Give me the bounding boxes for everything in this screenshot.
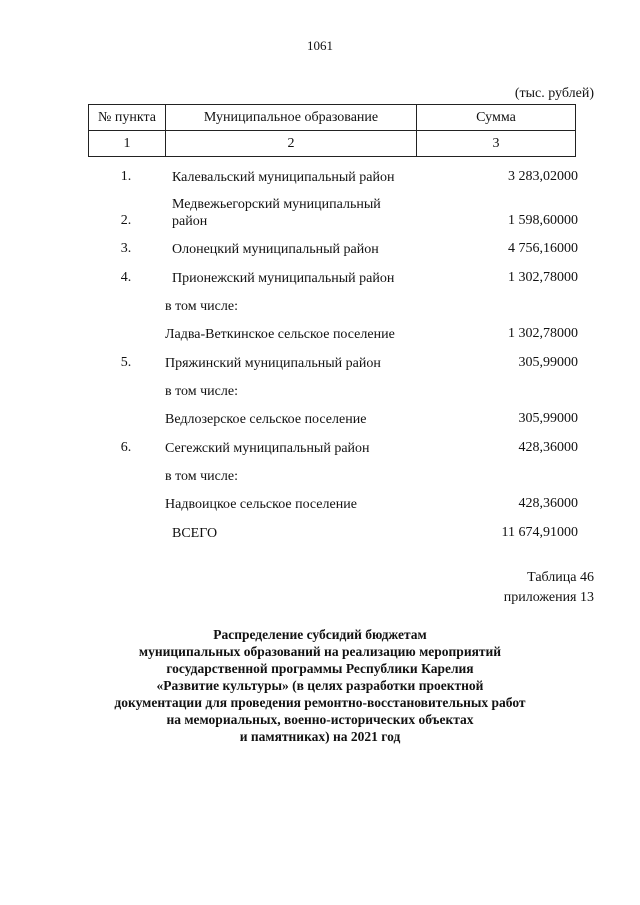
row-municipality: Олонецкий муниципальный район [172,242,379,257]
units-label: (тыс. рублей) [514,86,594,101]
title-line: муниципальных образований на реализацию мероприятий [138,644,502,659]
document-title [0,626,640,745]
row-sum: 1 302,78000 [508,326,578,341]
row-municipality: Прионежский муниципальный район [172,271,395,286]
total-sum: 11 674,91000 [501,525,578,540]
row-settlement: Ведлозерское сельское поселение [165,412,367,427]
table-header [88,104,576,157]
title-line: государственной программы Республики Карелия [166,661,474,676]
title-line: и памятниках) на 2021 год [239,729,401,744]
row-municipality-line2: район [172,214,208,229]
row-number: 5. [120,355,132,370]
row-sum: 3 283,02000 [508,169,578,184]
row-sum: 4 756,16000 [508,241,578,256]
header-col-number: № пункта [89,105,166,131]
table-label-line1: Таблица 46 [527,570,594,585]
row-number: 6. [120,440,132,455]
row-municipality-line1: Медвежьегорский муниципальный [172,197,381,212]
header-index-2: 2 [166,131,417,157]
row-sum: 1 598,60000 [508,213,578,228]
total-label: ВСЕГО [172,526,218,541]
title-line: «Развитие культуры» (в целях разработки проектной [156,678,484,693]
header-index-3: 3 [417,131,576,157]
row-settlement: Надвоицкое сельское поселение [165,497,357,512]
row-sum: 428,36000 [518,440,578,455]
table-label-line2: приложения 13 [503,590,594,605]
row-municipality: Сегежский муниципальный район [165,441,370,456]
row-sum: 1 302,78000 [508,270,578,285]
row-number: 1. [120,169,132,184]
row-municipality: Пряжинский муниципальный район [165,356,381,371]
header-col-sum: Сумма [417,105,576,131]
row-settlement: Ладва-Веткинское сельское поселение [165,327,395,342]
including-label: в том числе: [165,384,238,399]
table-label [504,568,594,608]
title-line: на мемориальных, военно-исторических объектах [166,712,474,727]
including-label: в том числе: [165,299,238,314]
title-line: документации для проведения ремонтно-восстановительных работ [114,695,526,710]
row-number: 2. [120,213,132,228]
header-index-1: 1 [89,131,166,157]
row-number: 3. [120,241,132,256]
header-col-municipality: Муниципальное образование [166,105,417,131]
page-number: 1061 [307,38,333,53]
including-label: в том числе: [165,469,238,484]
row-sum: 428,36000 [518,496,578,511]
row-sum: 305,99000 [518,411,578,426]
row-sum: 305,99000 [518,355,578,370]
title-line: Распределение субсидий бюджетам [213,627,427,642]
row-number: 4. [120,270,132,285]
row-municipality: Калевальский муниципальный район [172,170,395,185]
